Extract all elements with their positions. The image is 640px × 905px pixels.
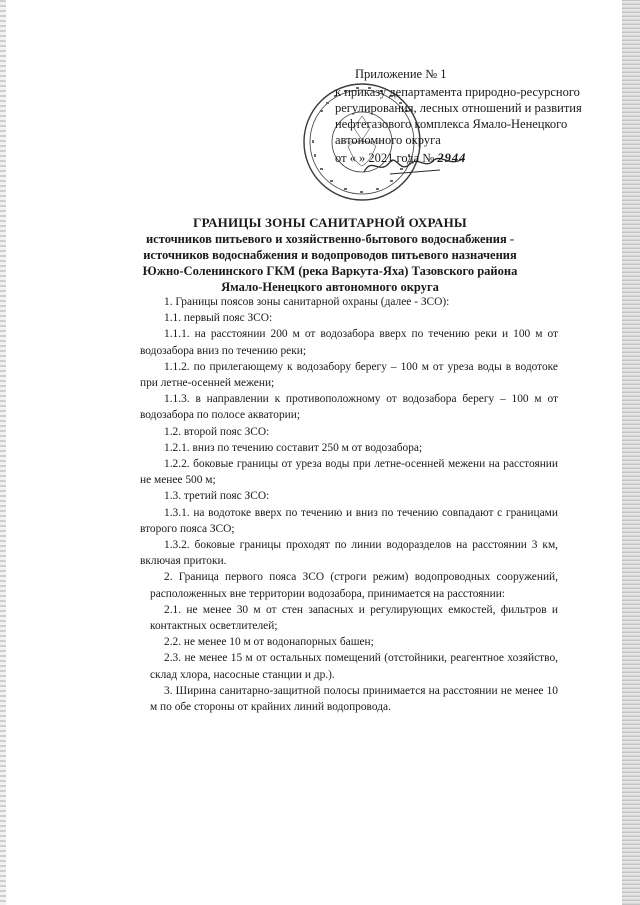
paragraph: 2.1. не менее 30 м от стен запасных и регулирующих емкостей, фильтров и контактных осветлителей;	[150, 603, 558, 633]
scan-edge-left	[0, 0, 6, 905]
heading-line-5: Ямало-Ненецкого автономного округа	[221, 280, 439, 294]
heading-line-1: ГРАНИЦЫ ЗОНЫ САНИТАРНОЙ ОХРАНЫ	[193, 215, 467, 230]
paragraph: 1.1.1. на расстоянии 200 м от водозабора вверх по течению реки и 100 м от водозабора вниз по течению реки;	[140, 328, 558, 357]
paragraph: 1.2.1. вниз по течению составит 250 м от водозабора;	[164, 441, 423, 454]
paragraph: 1. Границы поясов зоны санитарной охраны (далее - ЗСО):	[164, 296, 450, 308]
appendix-dateline	[335, 150, 595, 166]
document-body	[140, 294, 558, 715]
paragraph: 3. Ширина санитарно-защитной полосы принимается на расстоянии не менее 10 м по обе стороны от крайних линий водопровода.	[150, 684, 558, 714]
paragraph: 2.3. не менее 15 м от остальных помещений (отстойники, реагентное хозяйство, склад хлора, насосные станции и др.).	[150, 652, 558, 681]
paragraph: 1.3.1. на водотоке вверх по течению и вниз по течению совпадают с границами второго пояса ЗСО;	[140, 506, 558, 535]
paragraph: 1.3.2. боковые границы проходят по линии водоразделов на расстоянии 3 км, включая притоки.	[140, 539, 558, 568]
appendix-block	[335, 66, 595, 166]
document-heading	[130, 215, 530, 295]
paragraph: 1.3. третий пояс ЗСО:	[164, 490, 270, 503]
scan-edge-right	[622, 0, 640, 905]
appendix-date: от « » 2021 года №	[335, 151, 435, 165]
paragraph: 2. Граница первого пояса ЗСО (строги режим) водопроводных сооружений, расположенных вне территории водозабора, принимается на расстоянии:	[150, 571, 558, 600]
paragraph: 2.2. не менее 10 м от водонапорных башен;	[164, 636, 374, 649]
heading-line-2: источников питьевого и хозяйственно-бытового водоснабжения -	[145, 232, 514, 246]
heading-line-4: Южно-Соленинского ГКМ (река Варкута-Яха) Тазовского района	[142, 264, 518, 278]
paragraph: 1.1. первый пояс ЗСО:	[164, 312, 273, 325]
paragraph: 1.1.2. по прилегающему к водозабору берегу – 100 м от уреза воды в водотоке при летне-осенней межени;	[140, 360, 558, 390]
heading-line-3: источников водоснабжения и водопроводов питьевого назначения	[143, 248, 517, 262]
paragraph: 1.2. второй пояс ЗСО:	[164, 425, 270, 438]
appendix-number: 2944	[437, 151, 467, 165]
appendix-title: Приложение № 1	[355, 67, 447, 81]
paragraph: 1.1.3. в направлении к противоположному от водозабора берегу – 100 м от водозабора по полосе акватории;	[140, 393, 558, 422]
appendix-body: к приказу департамента природно-ресурсного регулирования, лесных отношений и развития нефтегазового комплекса Ямало-Ненецкого автономного округа	[335, 85, 582, 147]
paragraph: 1.2.2. боковые границы от уреза воды при летне-осенней межени на расстоянии не менее 500 м;	[140, 458, 558, 487]
